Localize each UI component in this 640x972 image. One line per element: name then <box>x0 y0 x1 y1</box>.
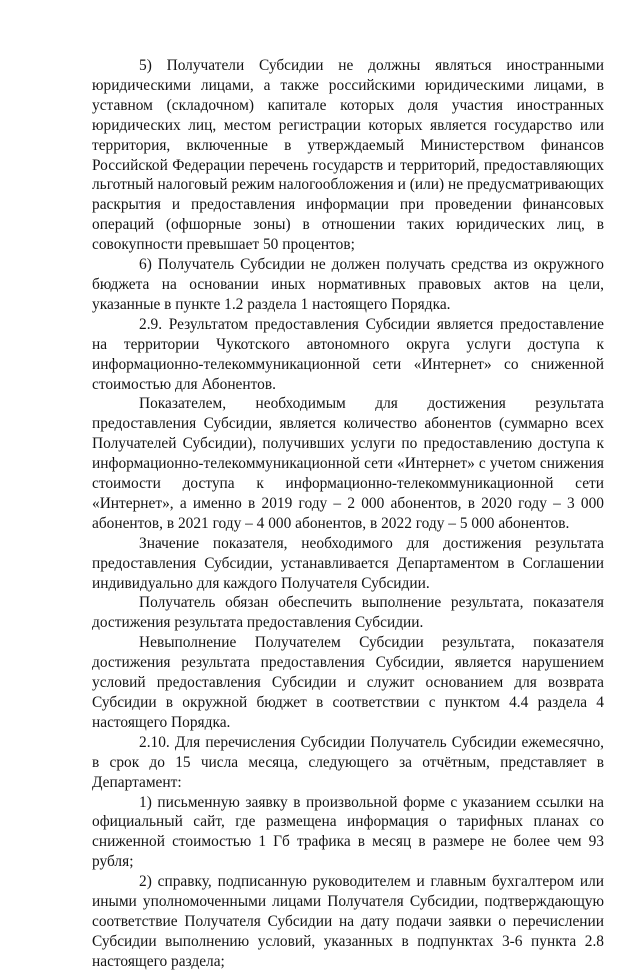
paragraph-non-fulfillment: Невыполнение Получателем Субсидии результата, показателя достижения результата предоставления Субсидии, является нарушением условий предоставления Субсидии и служит основанием для возврата Субсидии в окружной бюджет в соответствии с пунктом 4.4 раздела 4 настоящего Порядка. <box>92 634 604 731</box>
paragraph-indicator-value: Значение показателя, необходимого для достижения результата предоставления Субсидии, устанавливается Департаментом в Соглашении индивидуально для каждого Получателя Субсидии. <box>92 534 604 592</box>
paragraph-item-5-foreign-entities: 5) Получатели Субсидии не должны являться иностранными юридическими лицами, а также российскими юридическими лицами, в уставном (складочном) капитале которых доля участия иностранных юридических лиц, местом регистрации которых является государство или территория, включенные в утверждаемый Министерством финансов Российской Федерации перечень государств и территорий, предоставляющих льготный налоговый режим налогообложения и (или) не предусматривающих раскрытия и предоставления информации при проведении финансовых операций (офшорные зоны) в отношении таких юридических лиц, в совокупности превышает 50 процентов; <box>92 57 604 254</box>
paragraph-recipient-obligation: Получатель обязан обеспечить выполнение результата, показателя достижения результата предоставления Субсидии. <box>92 594 604 632</box>
paragraph-2-9-result: 2.9. Результатом предоставления Субсидии является предоставление на территории Чукотского автономного округа услуги доступа к информационно-телекоммуникационной сети «Интернет» со сниженной стоимостью для Абонентов. <box>92 315 604 393</box>
paragraph-item-2-certificate: 2) справку, подписанную руководителем и главным бухгалтером или иными уполномоченными лицами Получателя Субсидии, подтверждающую соответствие Получателя Субсидии на дату подачи заявки о перечислении Субсидии выполнению условий, указанных в подпунктах 3-6 пункта 2.8 настоящего раздела; <box>92 873 604 970</box>
paragraph-indicator: Показателем, необходимым для достижения результата предоставления Субсидии, является количество абонентов (суммарно всех Получателей Субсидии), получивших услуги по предоставлению доступа к информационно-телекоммуникационной сети «Интернет» с учетом снижения стоимости доступа к информационно-телекоммуникационной сети «Интернет», а именно в 2019 году – 2 000 абонентов, в 2020 году – 3 000 абонентов, в 2021 году – 4 000 абонентов, в 2022 году – 5 000 абонентов. <box>92 395 604 532</box>
paragraph-2-10-transfer: 2.10. Для перечисления Субсидии Получатель Субсидии ежемесячно, в срок до 15 числа месяца, следующего за отчётным, представляет в Департамент: <box>92 733 604 791</box>
paragraph-item-1-application: 1) письменную заявку в произвольной форме с указанием ссылки на официальный сайт, где размещена информация о тарифных планах со сниженной стоимостью 1 Гб трафика в месяц в размере не более чем 93 рубля; <box>92 793 604 871</box>
paragraph-item-6-other-budget-funds: 6) Получатель Субсидии не должен получать средства из окружного бюджета на основании иных нормативных правовых актов на цели, указанные в пункте 1.2 раздела 1 настоящего Порядка. <box>92 256 604 313</box>
